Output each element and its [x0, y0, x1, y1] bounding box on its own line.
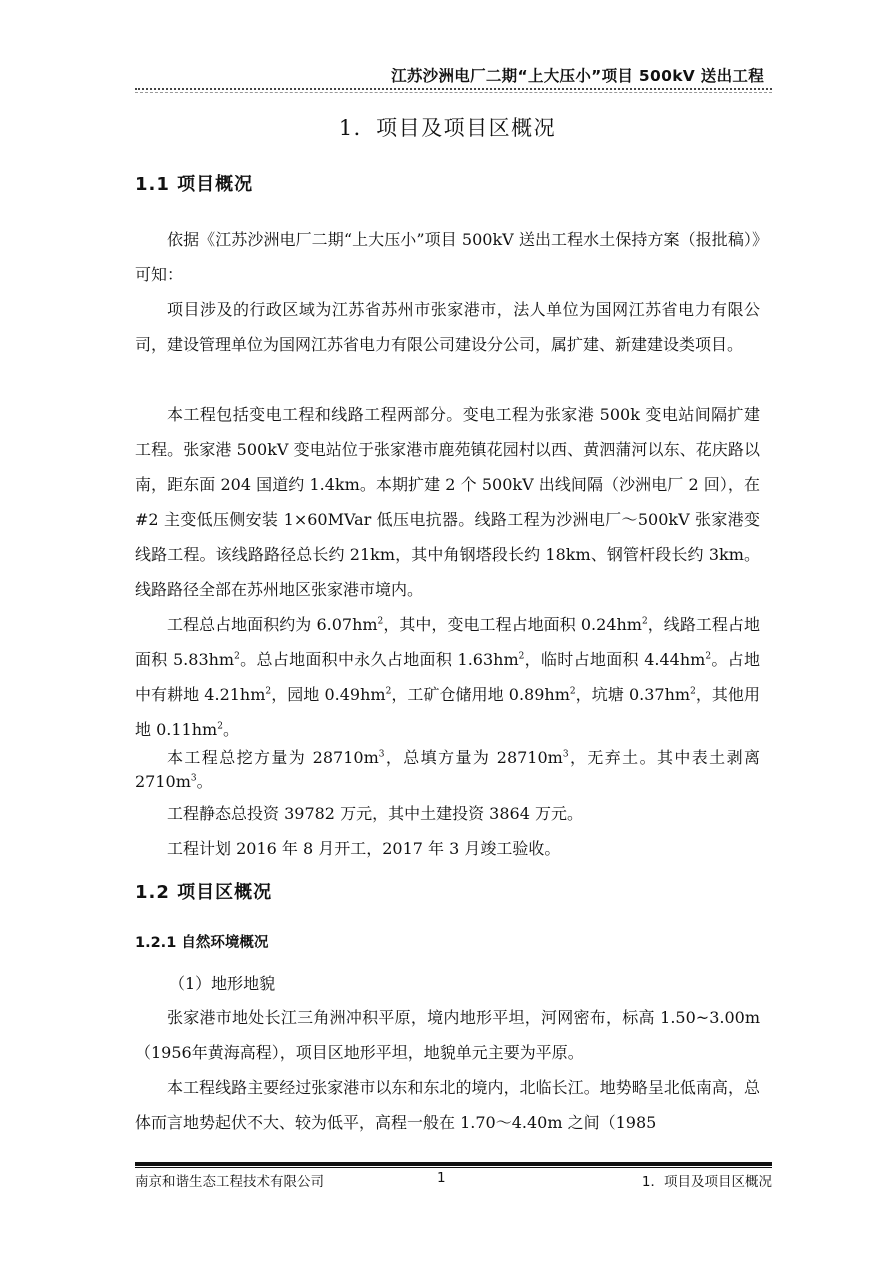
- chapter-title: 1．项目及项目区概况: [338, 116, 557, 140]
- paragraph-source: 依据《江苏沙洲电厂二期“上大压小”项目 500kV 送出工程水土保持方案（报批稿）》可知：: [135, 230, 760, 284]
- paragraph-admin-region: 项目涉及的行政区域为江苏省苏州市张家港市，法人单位为国网江苏省电力有限公司，建设管理单位为国网江苏省电力有限公司建设分公司，属扩建、新建建设类项目。: [135, 300, 760, 354]
- paragraph-project-scope: 本工程包括变电工程和线路工程两部分。变电工程为张家港 500k 变电站间隔扩建工程。张家港 500kV 变电站位于张家港市鹿苑镇花园村以西、黄泗蒲河以东、花庆路以南，距东面 204 国道约 1.4km。本期扩建 2 个 500kV 出线间隔（沙洲电厂 2 回），在#2 主变低压侧安装 1×60MVar 低压电抗器。线路工程为沙洲电厂～500kV 张家港变线路工程。该线路路径总长约 21km，其中角钢塔段长约 18km、钢管杆段长约 3km。线路路径全部在苏州地区张家港市境内。: [135, 405, 760, 599]
- footer-rule: [135, 1162, 772, 1166]
- section-1-2-heading: 1.2 项目区概况: [135, 882, 273, 903]
- paragraph-earthwork: 本工程总挖方量为 $28710m^3$，总填方量为 $28710m^3$，无弃土。其中表土剥离 $2710m^3$。: [135, 748, 760, 791]
- footer-page-number: 1: [437, 1170, 446, 1186]
- page-header: [135, 64, 772, 94]
- item-terrain: （1）地形地貌: [169, 974, 276, 993]
- paragraph-elevation: 本工程线路主要经过张家港市以东和东北的境内，北临长江。地势略呈北低南高，总体而言地势起伏不大、较为低平，高程一般在 1.70～4.40m 之间（1985: [135, 1078, 760, 1132]
- footer-chapter: 1．项目及项目区概况: [641, 1174, 772, 1190]
- paragraph-land-occupation: 工程总占地面积约为 $6.07hm^2$，其中，变电工程占地面积 $0.24hm^2$，线路工程占地面积 $5.83hm^2$。总占地面积中永久占地面积 $1.63hm^2$，临时占地面积 $4.44hm^2$。占地中有耕地 $4.21hm^2$，园地 $0.49hm^2$，工矿仓储用地 $0.89hm^2$，坑塘 $0.37hm^2$，其他用地 $0.11hm^2$。: [135, 615, 760, 739]
- header-rule-secondary: [135, 92, 772, 93]
- paragraph-investment: 工程静态总投资 39782 万元，其中土建投资 3864 万元。: [167, 804, 583, 823]
- header-rule: [135, 88, 772, 90]
- section-1-1-heading: 1.1 项目概况: [135, 174, 254, 195]
- paragraph-terrain: 张家港市地处长江三角洲冲积平原，境内地形平坦，河网密布，标高 1.50~3.00m（1956年黄海高程），项目区地形平坦，地貌单元主要为平原。: [135, 1008, 760, 1062]
- footer-rule-secondary: [135, 1167, 772, 1168]
- paragraph-schedule: 工程计划 2016 年 8 月开工，2017 年 3 月竣工验收。: [167, 839, 561, 858]
- footer-company: 南京和谐生态工程技术有限公司: [135, 1174, 324, 1190]
- subsection-1-2-1-heading: 1.2.1 自然环境概况: [135, 935, 269, 951]
- header-title: 江苏沙洲电厂二期“上大压小”项目 500kV 送出工程: [391, 67, 764, 85]
